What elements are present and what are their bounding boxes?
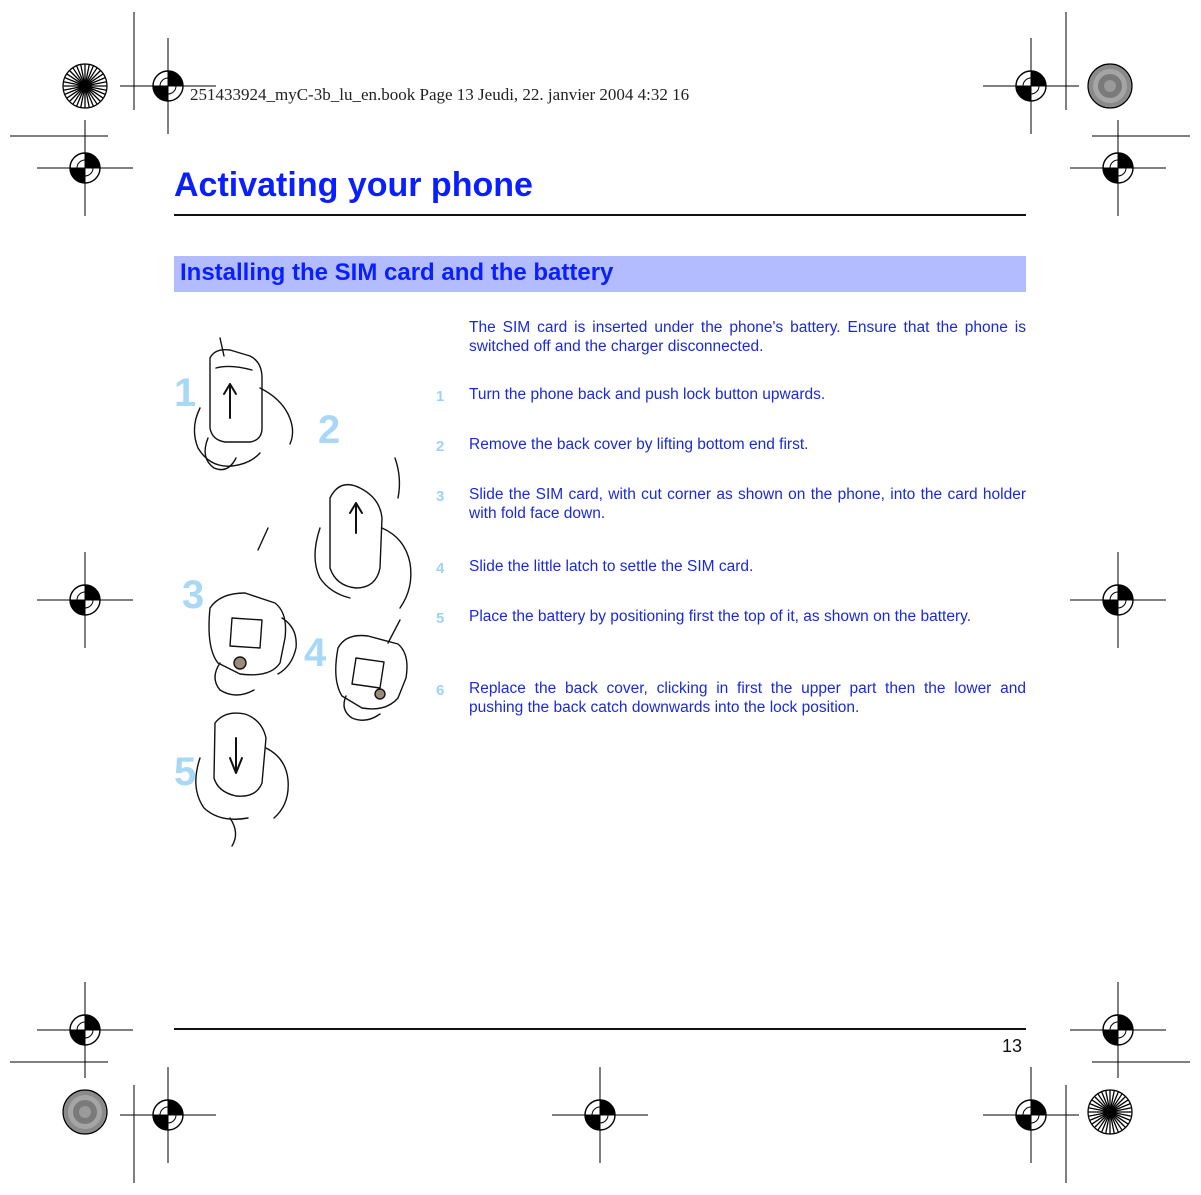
- intro-paragraph: The SIM card is inserted under the phone's battery. Ensure that the phone is switched off and the charger disconnected.: [469, 319, 1026, 355]
- illustration-step-5: [196, 713, 288, 846]
- step-item: [436, 485, 1026, 523]
- illustration-step-2: [315, 458, 411, 608]
- page-title: Activating your phone: [174, 166, 533, 204]
- step-number: 4: [436, 560, 445, 577]
- page-number: 13: [1002, 1036, 1023, 1056]
- illustration-label-5: 5: [174, 750, 197, 794]
- illustration-label-4: 4: [304, 631, 327, 675]
- illustration-step-1: [194, 338, 292, 470]
- section-title: Installing the SIM card and the battery: [180, 259, 614, 286]
- step-text: Place the battery by positioning first the top of it, as shown on the battery.: [469, 608, 972, 625]
- footer-rule: [174, 1028, 1026, 1030]
- step-text: Slide the little latch to settle the SIM card.: [469, 558, 754, 575]
- illustration-label-3: 3: [182, 573, 205, 617]
- illustration-step-3: [209, 528, 296, 695]
- step-number: 1: [436, 388, 445, 405]
- step-text: Replace the back cover, clicking in first the upper part then the lower and pushing the back catch downwards into the lock position.: [469, 680, 1026, 716]
- step-item: [436, 557, 1026, 576]
- book-info-header: 251433924_myC-3b_lu_en.book Page 13 Jeudi, 22. janvier 2004 4:32 16: [190, 85, 690, 104]
- step-text: Slide the SIM card, with cut corner as shown on the phone, into the card holder with fold face down.: [469, 486, 1026, 522]
- step-item: [436, 435, 1026, 454]
- illustration-step-4: [336, 620, 407, 720]
- step-number: 6: [436, 682, 445, 699]
- illustration-label-1: 1: [174, 371, 197, 415]
- step-item: [436, 679, 1026, 717]
- step-item: [436, 385, 1026, 404]
- step-text: Remove the back cover by lifting bottom end first.: [469, 436, 809, 453]
- step-number: 2: [436, 438, 445, 455]
- sim-battery-installation-illustration: [170, 318, 430, 848]
- step-item: [436, 607, 1026, 626]
- illustration-label-2: 2: [318, 408, 341, 452]
- title-rule: [174, 214, 1026, 216]
- step-number: 3: [436, 488, 445, 505]
- step-number: 5: [436, 610, 445, 627]
- step-text: Turn the phone back and push lock button upwards.: [469, 386, 826, 403]
